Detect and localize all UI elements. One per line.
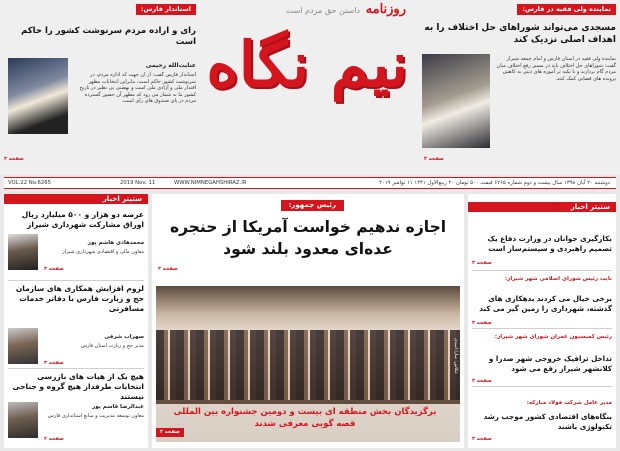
date-line: دوشنبه ۲۰ آبان ۱۳۹۸ سال بیست و دوم شماره ۶۲۶۵ قیمت ۵۰۰ تومان ۲۰ ربیع‌الاول ۱۴۴۱ ۱۱ نوامبر ۲۰۱۹	[379, 180, 610, 186]
left-item-1-role: معاون مالی و اقتصادی شهرداری شیراز	[62, 249, 144, 255]
left-item-1-page-ref[interactable]: صفحه ۳	[44, 266, 64, 272]
photo-page-ref[interactable]: صفحه ۳	[156, 428, 184, 437]
photo-crowd	[156, 330, 460, 400]
masthead	[196, 0, 416, 168]
photo-credit: عکاس: سارا اسدی	[453, 338, 458, 374]
left-item-2-photo	[8, 328, 38, 364]
left-item-3-page-ref[interactable]: صفحه ۲	[44, 436, 64, 442]
top-right-headline[interactable]: مسجدی می‌تواند شوراهای حل اختلاف را به اهداف اصلی نزدیک کند	[424, 23, 616, 45]
center-column	[152, 194, 464, 448]
top-right-story[interactable]	[422, 4, 616, 166]
top-left-tag: استاندار فارس:	[136, 4, 196, 15]
right-item-2-tag: نایب رئیس شورای اسلامی شهر شیراز:	[504, 276, 612, 282]
top-right-page-ref[interactable]: صفحه ۳	[424, 156, 444, 162]
right-divider-2	[472, 328, 612, 329]
left-item-3-person: عبدالرضا قاسم پور	[92, 404, 144, 410]
right-divider-3	[472, 386, 612, 387]
top-left-person: عنایت‌الله رحیمی	[145, 62, 196, 69]
right-item-4-headline[interactable]: بنگاه‌های اقتصادی کشور موجب رشد تکنولوژی باشند	[483, 412, 612, 431]
left-item-3-role: معاون توسعه مدیریت و منابع استانداری فارس	[47, 413, 144, 419]
left-item-1-headline[interactable]: عرضه دو هزار و ۵۰۰ میلیارد ریال اوراق مشارکت شهرداری شیراز	[21, 210, 144, 229]
left-item-1-person: محمدهادی هاشم پور	[87, 240, 144, 246]
center-kicker: رئیس جمهور:	[281, 200, 344, 211]
masthead-prefix: روزنامه	[365, 2, 406, 17]
date-en: 2019 Nov. 11	[120, 180, 156, 186]
right-item-3-page-ref[interactable]: صفحه ۳	[472, 378, 492, 384]
top-left-story[interactable]	[4, 4, 196, 166]
center-page-ref[interactable]: صفحه ۳	[158, 266, 178, 272]
website-label[interactable]: WWW.NIMNEGAHSHIRAZ.IR	[174, 180, 247, 186]
photo-caption: برگزیدگان بخش منطقه ای بیست و دومین جشنواره بین المللی قصه گویی معرفی شدند	[173, 407, 437, 429]
right-item-1-headline[interactable]: بکارگیری جوانان در وزارت دفاع یک تصمیم راهبردی و سیستم‌ساز است	[487, 234, 612, 253]
left-item-3-photo	[8, 402, 38, 438]
left-item-3-headline[interactable]: هیچ یک از هیات های بازرسی انتخابات طرفدار هیچ گروه و جناحی نیستند	[12, 372, 144, 401]
left-item-2-person: سهراب شرفی	[104, 334, 144, 340]
left-item-2-role: مدیر حج و زیارت استان فارس	[80, 343, 144, 349]
left-divider-2	[8, 368, 144, 369]
left-item-2-page-ref[interactable]: صفحه ۳	[44, 360, 64, 366]
right-item-2-headline[interactable]: برخی خیال می کردند بدهکاری های گذشته، شهرداری را زمین گیر می کند	[479, 294, 612, 313]
left-item-2-headline[interactable]: لزوم افزایش همکاری های سازمان حج و زیارت فارس با دفاتر خدمات مسافرتی	[15, 284, 144, 313]
top-right-body: نماینده ولی فقیه در استان فارس و امام جمعه شیراز گفت: شوراهای حل اختلاف باید در مسیر رفع اختلاف میان مردم گام بردارند و با تکیه بر آموزه های دینی به کاهش پرونده های قضایی کمک کنند.	[496, 56, 616, 82]
top-left-headline[interactable]: رای و اراده مردم سرنوشت کشور را حاکم است	[21, 26, 196, 47]
right-divider-1	[472, 270, 612, 271]
top-left-page-ref[interactable]: صفحه ۳	[4, 156, 24, 162]
left-column-header: ستیتر اخبار	[4, 194, 148, 204]
left-column	[4, 194, 148, 448]
date-strip	[4, 177, 616, 189]
center-headline[interactable]: اجازه ندهیم خواست آمریکا از حنجره عده‌ای معدود بلند شود	[169, 218, 447, 258]
right-item-4-tag: مدیر عامل شرکت فولاد مبارکه:	[526, 400, 612, 406]
right-item-1-page-ref[interactable]: صفحه ۳	[472, 260, 492, 266]
cleric-photo	[422, 54, 490, 148]
masthead-logo: نیم نگاه	[206, 28, 408, 101]
governor-photo	[8, 58, 68, 134]
vol-label: VOL.22 No.6265	[8, 180, 52, 186]
right-item-4-page-ref[interactable]: صفحه ۳	[472, 436, 492, 442]
right-column	[468, 194, 616, 448]
right-column-header: ستیتر اخبار	[468, 202, 616, 212]
left-item-1-photo	[8, 234, 38, 270]
event-photo[interactable]	[156, 286, 460, 442]
top-right-tag: نماینده ولی فقیه در فارس:	[517, 4, 616, 15]
top-left-body: استاندار فارس گفت: از آن جهت که اداره مردم، در سرنوشت کشور حاکم است، بنابراین انتخابات مظهر اقتدار ملی و آزادی ملی است و نهضتی بی نظیر در تاریخ کشور ما به شمار می رود که مظهر آن حضور گسترده مردم در پای صندوق های رای است.	[79, 72, 196, 104]
left-divider-1	[8, 280, 144, 281]
masthead-slogan: داستن حق مردم است	[285, 6, 360, 15]
right-item-3-headline[interactable]: تداخل ترافیک خروجی شهر صدرا و کلانشهر شیراز رفع می شود	[488, 354, 612, 373]
right-item-3-tag: رئیس کمیسیون عمران شورای شهر شیراز:	[494, 334, 612, 340]
right-item-2-page-ref[interactable]: صفحه ۳	[472, 320, 492, 326]
